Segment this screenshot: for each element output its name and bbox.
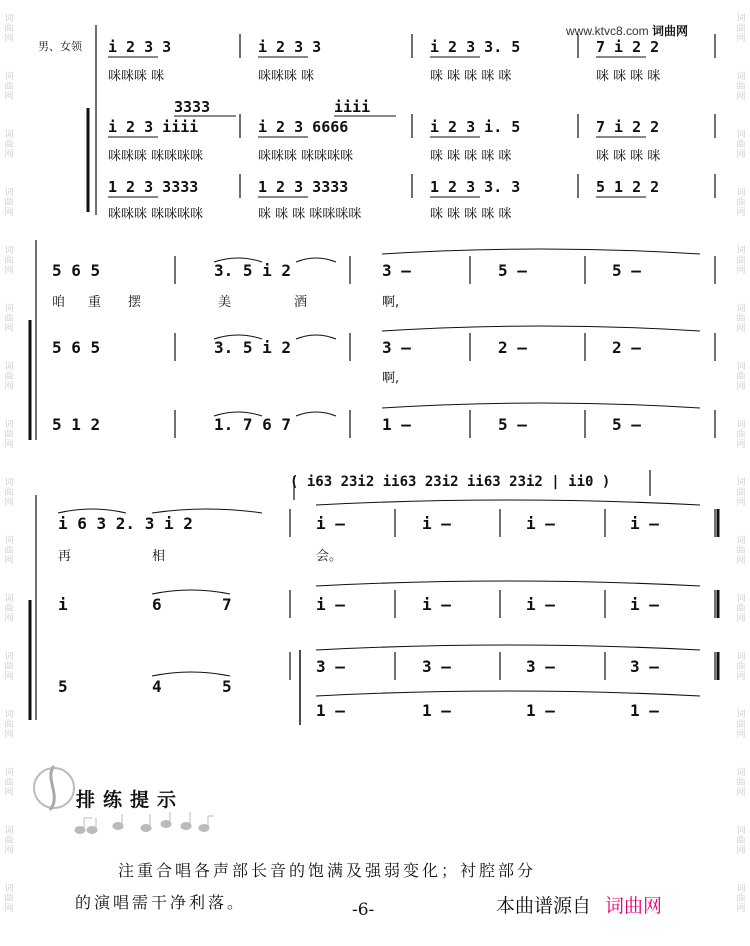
watermark-glyph: 词 曲 网 <box>4 826 14 856</box>
note-group: 1 – <box>422 701 451 720</box>
note-group: i – <box>316 595 345 614</box>
note-group: 5 <box>58 677 68 696</box>
note-group: i 2 3 iiii <box>108 118 199 136</box>
note-group: i – <box>526 595 555 614</box>
note-group: 7 <box>222 595 232 614</box>
note-group: i – <box>422 595 451 614</box>
note-group: 2 – <box>612 338 641 357</box>
note-group: 5 – <box>612 261 641 280</box>
lyric-text: 相 <box>152 549 166 564</box>
note-group: 1 2 3 3. 3 <box>430 178 521 196</box>
note-group: 5 1 2 2 <box>596 178 660 196</box>
note-group: 1 – <box>526 701 555 720</box>
watermark-glyph: 词 曲 网 <box>4 72 14 102</box>
watermark-glyph: 词 曲 网 <box>4 362 14 392</box>
watermark-glyph: 词 曲 网 <box>4 420 14 450</box>
note-group: i 2 3 3 <box>108 38 172 56</box>
lyric-text: 咪 咪 咪 咪 咪 <box>430 69 512 84</box>
note-group: 3 – <box>422 657 451 676</box>
watermark-glyph: 词 曲 网 <box>736 188 746 218</box>
note-group: i – <box>630 514 659 533</box>
note-group: 5 <box>222 677 232 696</box>
slur <box>296 412 336 416</box>
note-group: 5 – <box>498 415 527 434</box>
note-group: i <box>58 595 68 614</box>
lyric-text: 啊, <box>382 295 400 310</box>
rehearsal-tips-heading: 排练提示 <box>76 789 185 811</box>
lyric-text: 咪咪咪 咪 <box>258 69 315 84</box>
cue-line: ( i63 23i2 ii63 23i2 ii63 23i2 | ii0 ) <box>290 474 611 490</box>
lyric-text: 咪咪咪 咪 <box>108 69 165 84</box>
watermark-glyph: 词 曲 网 <box>736 710 746 740</box>
chord-upper: iiii <box>334 98 371 116</box>
tie-long <box>316 645 700 650</box>
lyric-text: 咪 咪 咪 咪 咪 <box>430 207 512 222</box>
lyric-text: 美 <box>218 295 232 310</box>
voice-label: 男、女领 <box>38 40 82 53</box>
lyric-text: 咪咪咪 咪咪咪咪 <box>108 149 204 164</box>
watermark-glyph: 词 曲 网 <box>736 246 746 276</box>
lyric-text: 啊, <box>382 371 400 386</box>
lyric-text: 咪 咪 咪 咪 <box>596 149 661 164</box>
slur <box>296 258 336 262</box>
tie-long <box>382 249 700 254</box>
watermark-glyph: 词 曲 网 <box>736 420 746 450</box>
note-group: i – <box>422 514 451 533</box>
site-url-text[interactable]: www.ktvc8.com <box>566 24 649 38</box>
note-group: 1 – <box>382 415 411 434</box>
watermark-glyph: 词 曲 网 <box>4 884 14 914</box>
note-group: 3 – <box>382 261 411 280</box>
note-group: i – <box>630 595 659 614</box>
lyric-text: 咪咪咪 咪咪咪咪 <box>258 149 354 164</box>
slur <box>152 509 262 513</box>
note-group: 1. 7 6 7 <box>214 415 292 434</box>
watermark-glyph: 词 曲 网 <box>736 536 746 566</box>
note-group: i – <box>526 514 555 533</box>
tie-long <box>316 581 700 586</box>
page-number: -6- <box>352 900 375 920</box>
watermark-glyph: 词 曲 网 <box>736 14 746 44</box>
note-group: 1 – <box>630 701 659 720</box>
watermark-glyph: 词 曲 网 <box>4 536 14 566</box>
slur <box>296 335 336 339</box>
note-group: 3 – <box>382 338 411 357</box>
note-group: i 2 3 i. 5 <box>430 118 521 136</box>
note-group: 3 – <box>316 657 345 676</box>
note-group: 5 6 5 <box>52 338 101 357</box>
watermark-glyph: 词 曲 网 <box>736 652 746 682</box>
note-group: 1 – <box>316 701 345 720</box>
note-group: 5 1 2 <box>52 415 101 434</box>
lyric-text: 咪 咪 咪 咪咪咪咪 <box>258 207 362 222</box>
note-group: 3. 5 i 2 <box>214 338 292 357</box>
tie-long <box>316 500 700 505</box>
lyric-text: 咱 <box>52 295 66 310</box>
watermark-glyph: 词 曲 网 <box>736 362 746 392</box>
tie-long <box>382 403 700 408</box>
watermark-glyph: 词 曲 网 <box>736 884 746 914</box>
note-group: 1 2 3 3333 <box>258 178 349 196</box>
note-group: 3. 5 i 2 <box>214 261 292 280</box>
watermark-glyph: 词 曲 网 <box>736 768 746 798</box>
rehearsal-tip-line-1: 注重合唱各声部长音的饱满及强弱变化；衬腔部分 <box>118 861 537 880</box>
watermark-glyph: 词 曲 网 <box>736 130 746 160</box>
lyric-text: 会。 <box>316 549 343 564</box>
watermark-glyph: 词 曲 网 <box>4 478 14 508</box>
watermark-glyph: 词 曲 网 <box>736 594 746 624</box>
tie-long <box>382 326 700 331</box>
lyric-text: 咪 咪 咪 咪 咪 <box>430 149 512 164</box>
watermark-glyph: 词 曲 网 <box>4 188 14 218</box>
note-group: 5 – <box>612 415 641 434</box>
source-note-text: 本曲谱源自 <box>496 895 592 917</box>
watermark-glyph: 词 曲 网 <box>736 304 746 334</box>
lyric-text: 摆 <box>128 295 142 310</box>
note-group: 6 <box>152 595 162 614</box>
watermark-glyph: 词 曲 网 <box>4 710 14 740</box>
lyric-text: 再 <box>58 549 72 564</box>
tie-long <box>316 691 700 696</box>
slur <box>152 672 230 676</box>
note-group: 3 – <box>630 657 659 676</box>
watermark-glyph: 词 曲 网 <box>4 14 14 44</box>
note-group: 2 – <box>498 338 527 357</box>
note-group: i 2 3 3 <box>258 38 322 56</box>
lyric-text: 重 <box>88 295 102 310</box>
slur <box>58 509 126 513</box>
watermark-glyph: 词 曲 网 <box>4 246 14 276</box>
watermark-glyph: 词 曲 网 <box>4 594 14 624</box>
lyric-text: 咪 咪 咪 咪 <box>596 69 661 84</box>
watermark-glyph: 词 曲 网 <box>736 478 746 508</box>
watermark-glyph: 词 曲 网 <box>4 768 14 798</box>
note-group: 5 – <box>498 261 527 280</box>
watermark-glyph: 词 曲 网 <box>736 826 746 856</box>
note-group: 3 – <box>526 657 555 676</box>
slur <box>152 590 230 594</box>
note-group: i 2 3 6666 <box>258 118 349 136</box>
chord-upper: 3333 <box>174 98 211 116</box>
site-name[interactable]: 词曲网 <box>652 24 689 38</box>
note-group: i 2 3 3. 5 <box>430 38 521 56</box>
note-group: 1 2 3 3333 <box>108 178 199 196</box>
rehearsal-tip-line-2: 的演唱需干净利落。 <box>75 893 247 912</box>
note-group: 4 <box>152 677 162 696</box>
note-group: 5 6 5 <box>52 261 101 280</box>
watermark-glyph: 词 曲 网 <box>4 304 14 334</box>
watermark-glyph: 词 曲 网 <box>4 652 14 682</box>
watermark-glyph: 词 曲 网 <box>736 72 746 102</box>
lyric-text: 咪咪咪 咪咪咪咪 <box>108 207 204 222</box>
note-group: i – <box>316 514 345 533</box>
watermark-glyph: 词 曲 网 <box>4 130 14 160</box>
note-group: 7 i 2 2 <box>596 118 660 136</box>
source-site-link[interactable]: 词曲网 <box>605 895 663 917</box>
lyric-text: 酒 <box>294 295 308 310</box>
source-note <box>496 891 662 918</box>
note-group: i 6 3 2. 3 i 2 <box>58 514 193 533</box>
note-group: 7 i 2 2 <box>596 38 660 56</box>
